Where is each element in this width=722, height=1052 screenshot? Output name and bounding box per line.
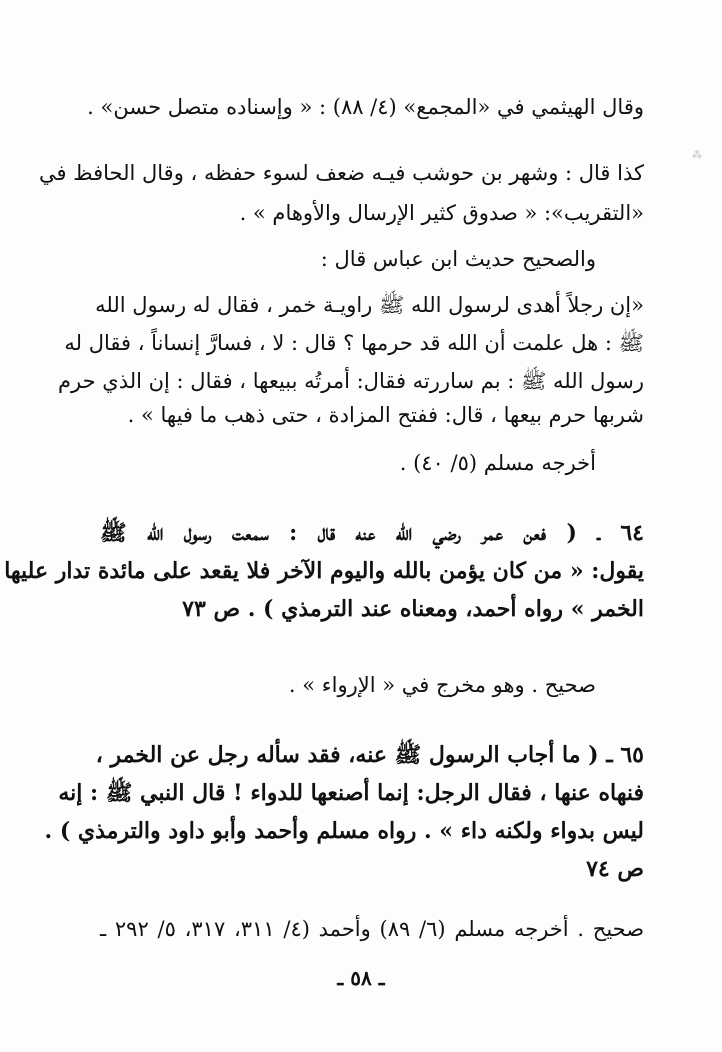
scan-smudge: ⁂ — [692, 150, 702, 161]
text-line-haythami: وقال الهيثمي في «المجمع» (٤/ ٨٨) : « وإسناده متصل حسن» . — [87, 95, 644, 119]
item-64-line-1: ٦٤ ـ ( فعن عمر رضي الله عنه قال : سمعت رسول الله ﷺ — [100, 520, 644, 546]
hadith-line-1: «إن رجلاً أهدى لرسول الله ﷺ راويـة خمر ، فقال له رسول الله — [95, 293, 644, 317]
text-line-taqrib: «التقريب»: « صدوق كثير الإرسال والأوهام » . — [239, 201, 644, 225]
item-65-line-2: فنهاه عنها ، فقال الرجل: إنما أصنعها للدواء ! قال النبي ﷺ : إنه — [58, 780, 644, 806]
item-64-line-3: الخمر » رواه أحمد، ومعناه عند الترمذي ) . ص ٧٣ — [182, 596, 644, 622]
hadith-line-2: ﷺ : هل علمت أن الله قد حرمها ؟ قال : لا ، فسارَّ إنساناً ، فقال له — [64, 331, 644, 355]
text-line-irwa: صحيح . وهو مخرج في « الإرواء » . — [288, 673, 596, 697]
text-line-sahih-ibn-abbas: والصحيح حديث ابن عباس قال : — [320, 247, 596, 271]
item-65-line-1: ٦٥ ـ ( ما أجاب الرسول ﷺ عنه، فقد سأله رجل عن الخمر ، — [95, 742, 644, 768]
item-64-line-2: يقول: « من كان يؤمن بالله واليوم الآخر فلا يقعد على مائدة تدار عليها — [4, 558, 644, 584]
text-line-shahr: كذا قال : وشهر بن حوشب فيـه ضعف لسوء حفظه ، وقال الحافظ في — [38, 161, 644, 185]
page-number: ـ ٥٨ ـ — [337, 966, 385, 990]
item-65-page-ref: ص ٧٤ — [586, 856, 644, 882]
text-line-muslim-ahmad: صحيح . أخرجه مسلم (٦/ ٨٩) وأحمد (٤/ ٣١١، ٣١٧، ٥/ ٢٩٢ ـ — [100, 917, 645, 941]
item-65-line-3: ليس بدواء ولكنه داء » . رواه مسلم وأحمد وأبو داود والترمذي ) . — [44, 818, 644, 844]
hadith-line-3: رسول الله ﷺ : بم ساررته فقال: أمرتُه ببيعها ، فقال : إن الذي حرم — [58, 369, 644, 393]
text-line-muslim-ref: أخرجه مسلم (٥/ ٤٠) . — [399, 451, 596, 475]
hadith-line-4: شربها حرم بيعها ، قال: ففتح المزادة ، حتى ذهب ما فيها » . — [127, 403, 644, 427]
